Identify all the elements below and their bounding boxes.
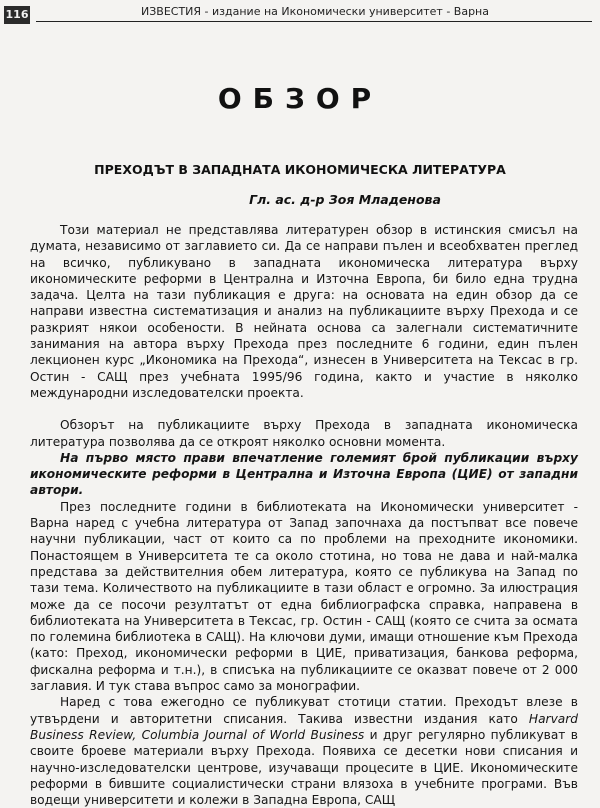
journal-names: Harvard Business Review, Columbia Journal of World Business [30, 711, 578, 742]
page-number: 116 [4, 6, 30, 24]
paragraph: През последните години в библиотеката на Икономически университет - Варна наред с учебна литература от Запад започнаха да постъпват все повече научни публикации, част от които са по проблеми на преходните икономики. Понастоящем в Университета те са около стотина, но това не дава и най-малка представа за действителния обем литература, която се публикува на Запад по тази тема. Количеството на публикациите в тази област е огромно. За илюстрация може да се посочи резултатът от една библиографска справка, направена в библиотеката на Университета в Тексас, гр. Остин - САЩ (която се счита за осмата по големина библиотека в САЩ). На ключови думи, имащи отношение към Прехода (като: Преход, икономически реформи в ЦИЕ, приватизация, банкова реформа, фискална реформа и т.н.), в списъка на публикациите се оказват повече от 2 000 заглавия. И тук става въпрос само за монографии. [30, 499, 578, 694]
running-head: ИЗВЕСТИЯ - издание на Икономически университет - Варна [141, 5, 489, 18]
paragraph: Обзорът на публикациите върху Прехода в западната икономическа литература позволява да се откроят няколко основни момента. [30, 418, 578, 449]
article-title: ПРЕХОДЪТ В ЗАПАДНАТА ИКОНОМИЧЕСКА ЛИТЕРАТУРА [94, 162, 506, 177]
section-title: ОБЗОР [217, 82, 383, 115]
highlighted-paragraph: На първо място прави впечатление големият брой публикации върху икономическите реформи в Централна и Източна Европа (ЦИЕ) от западни автори. [30, 450, 578, 498]
article-body [30, 222, 578, 808]
paragraph-text: и друг регулярно публикуват в своите броеве материали върху Прехода. Появиха се десетки нови списания и научно-изследователски центрове, изучаващи процесите в ЦИЕ. Икономическите реформи в бившите социалистически страни влязоха в учебните програми. Във водещи университети и колежи в Западна Европа, САЩ [30, 727, 578, 808]
header-rule [36, 21, 592, 22]
article-author: Гл. ас. д-р Зоя Младенова [249, 192, 441, 207]
paragraph-text: Наред с това ежегодно се публикуват стотици статии. Преходът влезе в утвърдени и авторитетни списания. Такива известни издания като [30, 695, 578, 726]
paragraph: Този материал не представлява литературен обзор в истинския смисъл на думата, независимо от заглавието си. Да се направи пълен и всеобхватен преглед на всичко, публикувано в западната икономическа литература върху икономическите реформи в Централна и Източна Европа, би било една трудна задача. Целта на тази публикация е друга: на основата на един обзор да се направи известна систематизация и анализ на публикациите върху Прехода и се разкрият някои особености. В нейната основа са залегнали систематичните занимания на автора върху Прехода през последните 6 години, един пълен лекционен курс „Икономика на Прехода“, изнесен в Университета на Тексас в гр. Остин - САЩ през учебната 1995/96 година, както и участие в няколко международни изследователски проекта. [30, 223, 578, 400]
paragraph [30, 694, 578, 808]
page-header [4, 5, 594, 27]
